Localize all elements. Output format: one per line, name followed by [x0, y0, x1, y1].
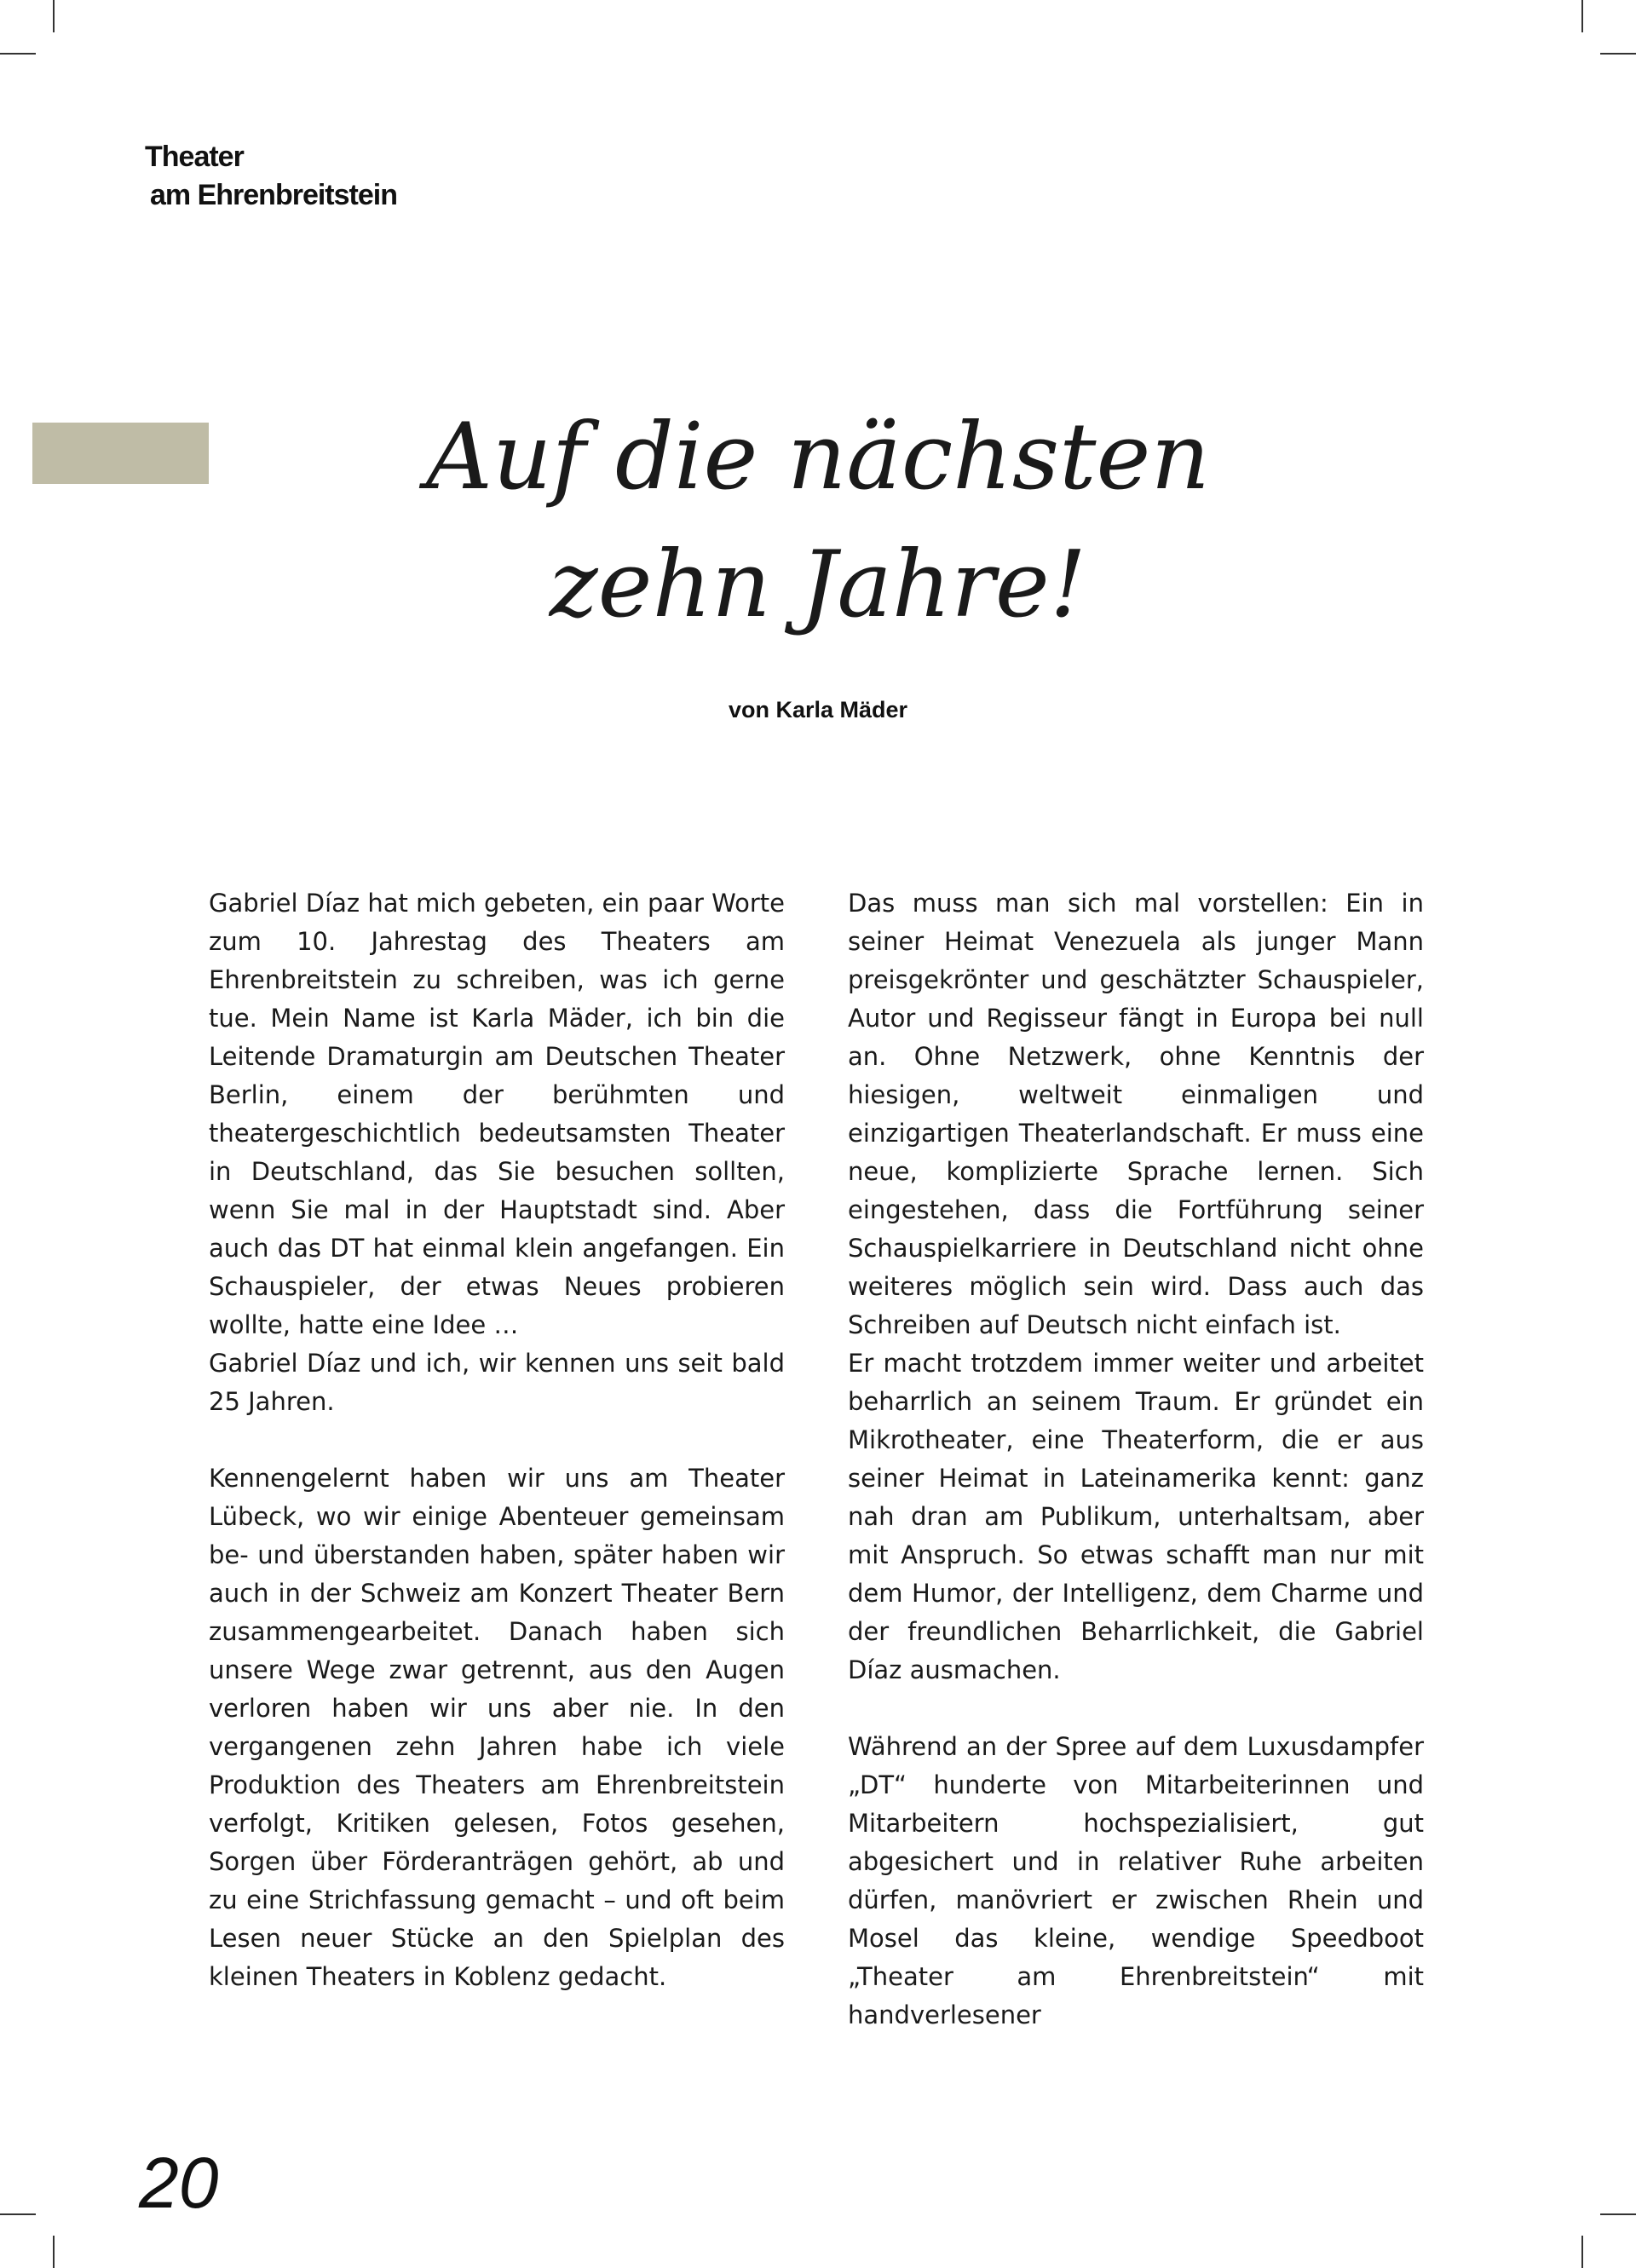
brand-line-2: am Ehrenbreitstein: [150, 179, 397, 211]
crop-mark: [53, 2236, 55, 2268]
crop-mark: [1581, 2236, 1583, 2268]
title-line-1: Auf die nächsten: [425, 404, 1211, 510]
text-column-right: [848, 884, 1424, 2035]
paragraph: Das muss man sich mal vorstellen: Ein in seiner Heimat Venezuela als junger Mann preisgekrönter und geschätzter Schauspieler, Autor und Regisseur fängt in Europa bei null an. Ohne Netzwerk, ohne Kenntnis der hiesigen, weltweit einmaligen und einzigartigen Theaterlandschaft. Er muss eine neue, komplizierte Sprache lernen. Sich eingestehen, dass die Fortführung seiner Schauspielkarriere in Deutschland nicht ohne weiteres möglich sein wird. Dass auch das Schreiben auf Deutsch nicht einfach ist.: [848, 889, 1424, 1339]
crop-mark: [1600, 2213, 1636, 2215]
paragraph: Während an der Spree auf dem Luxusdampfer „DT“ hunderte von Mitarbeiterinnen und Mitarbeitern hochspezialisiert, gut abgesichert und in relativer Ruhe arbeiten dürfen, manövriert er zwischen Rhein und Mosel das kleine, wendige Speedboot „Theater am Ehrenbreitstein“ mit handverlesener: [848, 1732, 1424, 2029]
crop-mark: [0, 53, 36, 55]
brand-line-1: Theater: [145, 141, 244, 173]
page-number: 20: [139, 2143, 219, 2223]
byline: von Karla Mäder: [728, 697, 908, 722]
crop-mark: [1600, 53, 1636, 55]
paragraph: Gabriel Díaz und ich, wir kennen uns seit bald 25 Jahren.: [209, 1349, 785, 1416]
accent-bar: [32, 423, 209, 484]
brand-logo: [145, 138, 397, 215]
crop-mark: [0, 2213, 36, 2215]
crop-mark: [53, 0, 55, 32]
paragraph: Er macht trotzdem immer weiter und arbeitet beharrlich an seinem Traum. Er gründet ein Mikrotheater, eine Theaterform, die er aus seiner Heimat in Lateinamerika kennt: ganz nah dran am Publikum, unterhaltsam, aber mit Anspruch. So etwas schafft man nur mit dem Humor, der Intelligenz, dem Charme und der freundlichen Beharrlichkeit, die Gabriel Díaz ausmachen.: [848, 1349, 1424, 1684]
paragraph: Gabriel Díaz hat mich gebeten, ein paar Worte zum 10. Jahrestag des Theaters am Ehrenbreitstein zu schreiben, was ich gerne tue. Mein Name ist Karla Mäder, ich bin die Leitende Dramaturgin am Deutschen Theater Berlin, einem der berühmten und theatergeschichtlich bedeutsamsten Theater in Deutschland, das Sie besuchen sollten, wenn Sie mal in der Hauptstadt sind. Aber auch das DT hat einmal klein angefangen. Ein Schauspieler, der etwas Neues probieren wollte, hatte eine Idee …: [209, 889, 785, 1339]
crop-mark: [1581, 0, 1583, 32]
paragraph: Kennengelernt haben wir uns am Theater Lübeck, wo wir einige Abenteuer gemeinsam be- und überstanden haben, später haben wir auch in der Schweiz am Konzert Theater Bern zusammengearbeitet. Danach haben sich unsere Wege zwar getrennt, aus den Augen verloren haben wir uns aber nie. In den vergangenen zehn Jahren habe ich viele Produktion des Theaters am Ehrenbreitstein verfolgt, Kritiken gelesen, Fotos gesehen, Sorgen über Förderanträgen gehört, ab und zu eine Strichfassung gemacht – und oft beim Lesen neuer Stücke an den Spielplan des kleinen Theaters in Koblenz gedacht.: [209, 1464, 785, 1991]
title-line-2: zehn Jahre!: [549, 532, 1087, 638]
text-column-left: [209, 884, 785, 1996]
article-title: [256, 394, 1380, 649]
